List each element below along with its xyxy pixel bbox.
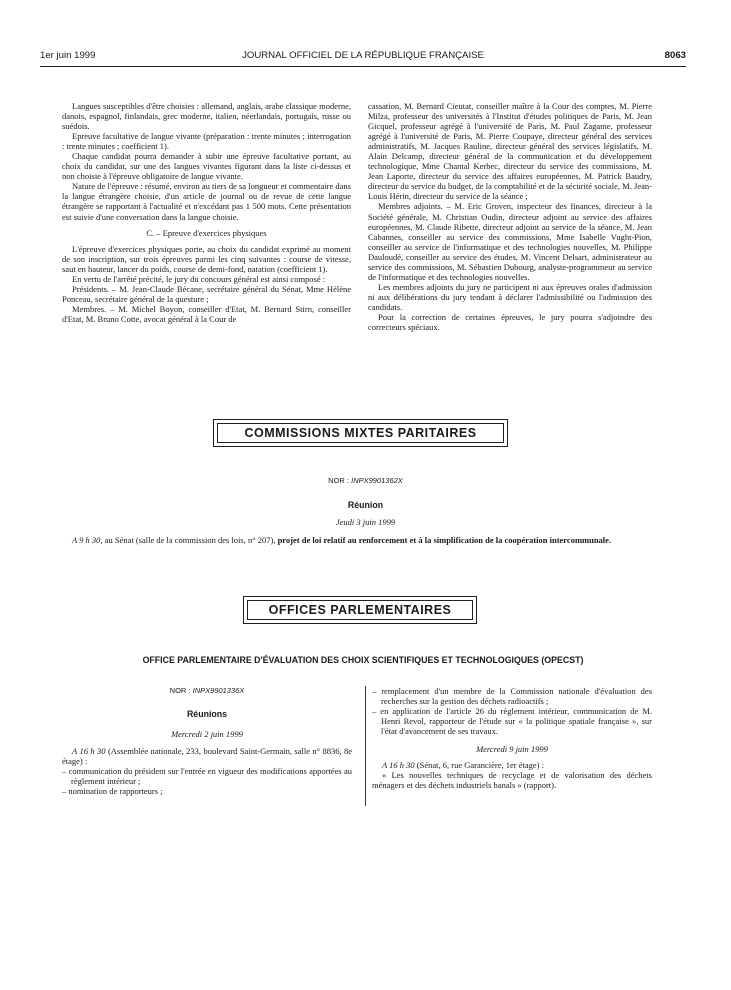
- nor-label: NOR :: [169, 686, 191, 695]
- nor-code: INPX9901362X: [351, 476, 403, 485]
- nor-reference: [62, 686, 352, 695]
- section-title-box: [243, 596, 477, 624]
- agenda-item: – en application de l'article 26 du règlement intérieur, communication de M. Henri Revol, rapporteur de l'étude sur « la politique spatiale française », sur l'état d'avancement de ses travaux.: [372, 706, 652, 737]
- section-title: COMMISSIONS MIXTES PARITAIRES: [244, 426, 477, 440]
- paragraph: Epreuve facultative de langue vivante (préparation : trente minutes ; interrogation : trente minutes ; coefficient 1).: [62, 131, 351, 152]
- journal-title: JOURNAL OFFICIEL DE LA RÉPUBLIQUE FRANÇAISE: [242, 50, 484, 61]
- paragraph: « Les nouvelles techniques de recyclage et de valorisation des déchets ménagers et des déchets industriels banals » (rapport).: [372, 770, 652, 791]
- nor-reference: [0, 476, 731, 485]
- column-divider: [365, 686, 366, 806]
- nor-label: NOR :: [328, 476, 350, 485]
- section-heading: C. – Epreuve d'exercices physiques: [146, 227, 267, 238]
- meeting-time: A 16 h 30: [72, 746, 106, 756]
- page-header: [40, 50, 686, 64]
- right-column-bottom: [372, 686, 652, 790]
- agenda-item: – nomination de rapporteurs ;: [62, 786, 163, 797]
- paragraph: Les membres adjoints du jury ne participent ni aux épreuves orales d'admission ni aux délibérations du jury tendant à déclarer l'admissibilité ou l'admission des candidats.: [368, 281, 652, 312]
- meeting-heading: Réunion: [347, 500, 384, 510]
- page-number: 8063: [664, 50, 686, 61]
- paragraph: Présidents. – M. Jean-Claude Bécane, secrétaire général du Sénat, Mme Hélène Ponceau, secrétaire général de la questure ;: [62, 283, 351, 304]
- header-rule: [40, 66, 686, 67]
- office-subtitle: OFFICE PARLEMENTAIRE D'ÉVALUATION DES CHOIX SCIENTIFIQUES ET TECHNOLOGIQUES (OPECST): [142, 655, 584, 665]
- paragraph: Langues susceptibles d'être choisies : allemand, anglais, arabe classique moderne, danois, espagnol, finlandais, grec moderne, italien, néerlandais, portugais, russe ou suédois.: [62, 101, 351, 132]
- meeting-place: (Assemblée nationale, 233, boulevard Saint-Germain, salle n° 8836, 8e étage) :: [62, 746, 353, 767]
- meeting-heading: Réunions: [186, 709, 228, 719]
- paragraph: cassation, M. Bernard Cieutat, conseiller maître à la Cour des comptes, M. Pierre Milza, professeur des universités à l'Institut d'études politiques de Paris, M. Jean Gicquel, professeur agrégé à l'université de Paris, M. Paul Zagame, professeur agrégé à l'université de Paris, M. Pierre Coupaye, directeur général des services administratifs, M. Jacques Rauline, directeur général des services législatifs, M. Alain Delcamp, directeur général de la communication et du développement technologique, Mme Chantal Kerbec, directeur du service des commissions, M. Jean Laporte, directeur du service des affaires européennes, M. Patrick Baudry, directeur du service du budget, de la comptabilité et de la sécurité sociale, M. Jean-Louis Hérin, directeur du service de la séance ;: [368, 101, 652, 202]
- meeting-agenda: projet de loi relatif au renforcement et à la simplification de la coopération intercommunale.: [277, 535, 612, 545]
- agenda-item: – remplacement d'un membre de la Commission nationale d'évaluation des recherches sur la gestion des déchets radioactifs ;: [372, 686, 652, 707]
- nor-code: INPX9901336X: [192, 686, 245, 695]
- section-title: OFFICES PARLEMENTAIRES: [268, 603, 452, 617]
- header-date: 1er juin 1999: [40, 50, 96, 61]
- meeting-date: Mercredi 9 juin 1999: [476, 744, 548, 755]
- section-title-box: [213, 419, 508, 447]
- meeting-date: Mercredi 2 juin 1999: [171, 729, 243, 739]
- paragraph: Pour la correction de certaines épreuves, le jury pourra s'adjoindre des correcteurs spéciaux.: [368, 311, 652, 333]
- paragraph: Chaque candidat pourra demander à subir une épreuve facultative portant, au choix du candidat, sur une des langues vivantes figurant dans la liste ci-dessus et non choisie à l'épreuve obligatoire de langue vivante.: [62, 151, 351, 182]
- meeting-place: au Sénat (salle de la commission des lois, n° 207),: [104, 535, 276, 545]
- meeting-place: (Sénat, 6, rue Garancière, 1er étage) :: [416, 760, 544, 771]
- meeting-date: Jeudi 3 juin 1999: [335, 517, 396, 527]
- paragraph: [62, 746, 352, 766]
- left-column-bottom: [62, 746, 352, 796]
- meeting-time: A 16 h 30: [382, 760, 415, 771]
- meeting-text: [62, 535, 652, 545]
- paragraph: Membres adjoints. – M. Eric Groven, inspecteur des finances, directeur à la Société générale, M. Christian Oudin, directeur adjoint au service des affaires européennes, M. Claude Ribette, directeur adjoint au service de la séance, M. Jean Cabannes, conseiller au service des commissions, Mme Isabelle Vught-Pion, conseiller au service de l'informatique et des technologies nouvelles, M. Philippe Dauloudé, conseiller au service des études, M. Vincent Delsart, administrateur au service des commissions, M. Sébastien Dubourg, analyste-programmeur au service de l'informatique et des technologies nouvelles.: [368, 201, 652, 282]
- paragraph: [372, 760, 652, 770]
- left-column: [62, 101, 351, 324]
- paragraph: L'épreuve d'exercices physiques porte, au choix du candidat exprimé au moment de son inscription, sur trois épreuves parmi les cinq suivantes : course de vitesse, saut en hauteur, lancer du poids, course de demi-fond, natation (coefficient 1).: [62, 243, 351, 274]
- paragraph: Nature de l'épreuve : résumé, environ au tiers de sa longueur et commentaire dans la langue étrangère choisie, d'un article de journal ou de revue de cette langue étrangère se rapportant à l'actualité et n'excédant pas 1 500 mots. Cette présentation est suivie d'une conversation dans la langue choisie.: [62, 181, 351, 222]
- right-column: [368, 101, 652, 332]
- paragraph: En vertu de l'arrêté précité, le jury du concours général est ainsi composé :: [72, 273, 326, 284]
- meeting-time: A 9 h 30,: [72, 535, 103, 545]
- paragraph: Membres. – M. Michel Boyon, conseiller d'Etat, M. Bernard Stirn, conseiller d'Etat, M. Bruno Cotte, avocat général à la Cour de: [62, 303, 351, 324]
- agenda-item: – communication du président sur l'entrée en vigueur des modifications apportées au règlement intérieur ;: [62, 766, 352, 787]
